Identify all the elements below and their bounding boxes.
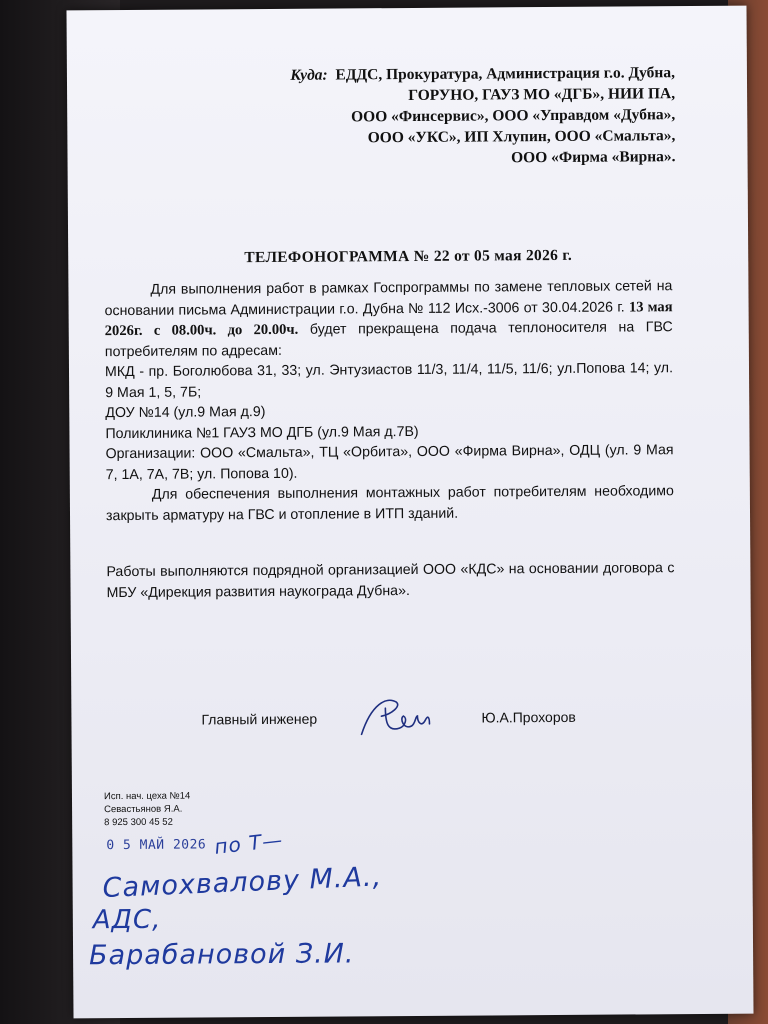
- document-page: [66, 6, 753, 1019]
- addressee-line-5: ООО «Фирма «Вирна».: [511, 148, 676, 167]
- handwritten-note-3: АДС,: [92, 904, 162, 936]
- signature-row: [201, 706, 661, 728]
- intro-date-range: 13 мая 2026г. с 08.00ч. до 20.00ч.: [104, 298, 673, 340]
- paragraph-intro: [104, 276, 673, 362]
- address-dou: ДОУ №14 (ул.9 Мая д.9): [105, 404, 266, 422]
- received-date-stamp: 0 5 МАЙ 2026: [106, 837, 207, 854]
- document-body: [104, 276, 674, 603]
- spacer: [106, 522, 674, 562]
- handwritten-note-2: Самохвалову М.А.,: [102, 861, 383, 905]
- executor-position: Исп. нач. цеха №14: [103, 790, 191, 803]
- paragraph-instructions: Для обеспечения выполнения монтажных работ потребителям необходимо закрыть арматуру на ГВС и отопление в ИТП зданий.: [105, 483, 674, 524]
- handwritten-note-1: по Т—: [213, 827, 285, 859]
- paragraph-contractor: Работы выполняются подрядной организацией ООО «КДС» на основании договора с МБУ «Дирекция развития наукограда Дубна».: [106, 560, 675, 601]
- addressee-block: [155, 62, 676, 171]
- executor-block: [104, 790, 191, 830]
- addressee-line-2: ГОРУНО, ГАУЗ МО «ДГБ», НИИ ПА,: [408, 85, 676, 105]
- document-title: ТЕЛЕФОНОГРАММА № 22 от 05 мая 2026 г.: [244, 246, 573, 267]
- handwritten-note-4: Барабановой З.И.: [88, 938, 355, 972]
- addressee-line-4: ООО «УКС», ИП Хлупин, ООО «Смальта»,: [367, 127, 676, 147]
- executor-phone: 8 925 300 45 52: [104, 816, 173, 829]
- signer-position: Главный инженер: [201, 710, 318, 728]
- addressee-text-1: ЕДДС, Прокуратура, Администрация г.о. Дубна,: [335, 64, 675, 84]
- addressee-line-3: ООО «Финсервис», ООО «Управдом «Дубна»,: [351, 106, 676, 126]
- intro-text: Для выполнения работ в рамках Госпрограммы по замене тепловых сетей на основании письма Администрации г.о. Дубна № 112 Исх.-3006 от 30.04.2026 г.: [104, 278, 673, 319]
- addressee-label: Куда:: [290, 66, 328, 84]
- signer-name: Ю.А.Прохоров: [481, 708, 576, 726]
- address-clinic: Поликлиника №1 ГАУЗ МО ДГБ (ул.9 Мая д.7В): [105, 423, 419, 442]
- address-orgs: Организации: ООО «Смальта», ТЦ «Орбита», ООО «Фирма Вирна», ОДЦ (ул. 9 Мая 7, 1А, 7А, 7В; ул. Попова 10).: [105, 442, 674, 483]
- address-mkd: МКД - пр. Боголюбова 31, 33; ул. Энтузиастов 11/3, 11/4, 11/5, 11/6; ул.Попова 14; ул. 9 Мая 1, 5, 7Б;: [104, 360, 674, 401]
- intro-end-text: будет прекращена подача теплоносителя на ГВС потребителям по адресам:: [104, 319, 673, 360]
- executor-name: Севастьянов Я.А.: [104, 803, 183, 816]
- signature-image: [351, 694, 461, 745]
